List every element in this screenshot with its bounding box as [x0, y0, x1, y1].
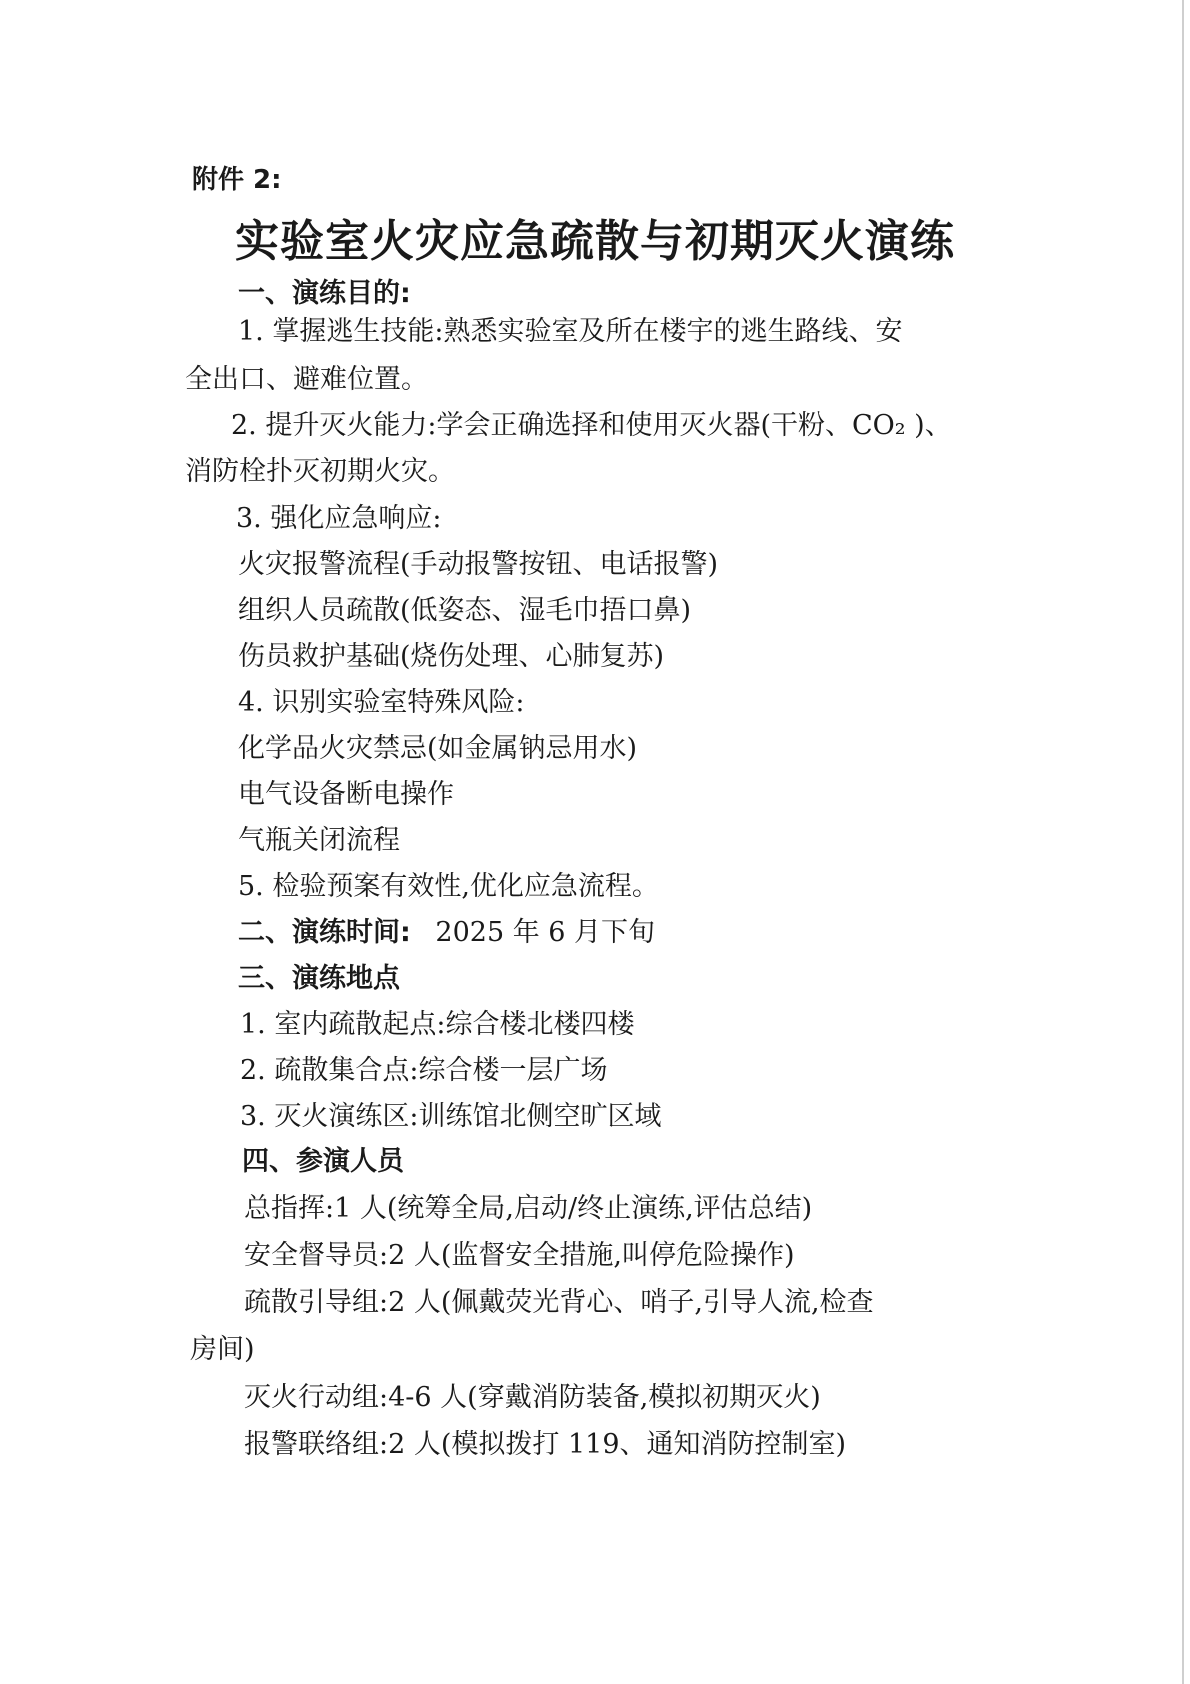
section-1-item-3-sub-3: 伤员救护基础(烧伤处理、心肺复苏): [238, 641, 665, 672]
section-3-heading: 三、演练地点: [238, 963, 400, 994]
section-4-item-5: 报警联络组:2 人(模拟拨打 119、通知消防控制室): [244, 1429, 847, 1460]
section-4-heading: 四、参演人员: [242, 1146, 404, 1177]
section-1-item-3-sub-2: 组织人员疏散(低姿态、湿毛巾捂口鼻): [238, 595, 692, 626]
section-1-item-2-line-2: 消防栓扑灭初期火灾。: [185, 456, 455, 487]
section-1-item-5: 5. 检验预案有效性,优化应急流程。: [238, 871, 659, 902]
section-1-item-3: 3. 强化应急响应:: [236, 503, 442, 534]
section-4-item-3-line-1: 疏散引导组:2 人(佩戴荧光背心、哨子,引导人流,检查: [244, 1287, 874, 1318]
section-3-item-3: 3. 灭火演练区:训练馆北侧空旷区域: [240, 1101, 662, 1132]
section-1-heading: 一、演练目的:: [238, 278, 411, 309]
section-1-item-4-sub-1: 化学品火灾禁忌(如金属钠忌用水): [238, 733, 638, 764]
section-1-item-2-line-1: 2. 提升灭火能力:学会正确选择和使用灭火器(干粉、CO₂ )、: [231, 410, 952, 441]
section-3-item-1: 1. 室内疏散起点:综合楼北楼四楼: [240, 1009, 635, 1040]
section-4-item-1: 总指挥:1 人(统筹全局,启动/终止演练,评估总结): [244, 1193, 813, 1224]
section-1-item-4-sub-3: 气瓶关闭流程: [238, 825, 400, 856]
section-1-item-4-sub-2: 电气设备断电操作: [238, 779, 454, 810]
section-4-item-4: 灭火行动组:4-6 人(穿戴消防装备,模拟初期灭火): [244, 1382, 821, 1413]
section-4-item-2: 安全督导员:2 人(监督安全措施,叫停危险操作): [244, 1240, 795, 1271]
section-2-value: 2025 年 6 月下旬: [435, 917, 656, 948]
section-2-heading: 二、演练时间:: [238, 917, 411, 948]
section-1-item-1-line-1: 1. 掌握逃生技能:熟悉实验室及所在楼宇的逃生路线、安: [238, 316, 903, 347]
section-3-item-2: 2. 疏散集合点:综合楼一层广场: [240, 1055, 608, 1086]
attachment-label: 附件 2:: [192, 165, 282, 195]
section-4-item-3-line-2: 房间): [190, 1334, 255, 1365]
section-1-item-3-sub-1: 火灾报警流程(手动报警按钮、电话报警): [238, 549, 719, 580]
section-1-item-4: 4. 识别实验室特殊风险:: [238, 687, 525, 718]
document-title: 实验室火灾应急疏散与初期灭火演练: [235, 216, 955, 267]
section-1-item-1-line-2: 全出口、避难位置。: [185, 364, 428, 395]
section-2-row: [238, 916, 655, 950]
